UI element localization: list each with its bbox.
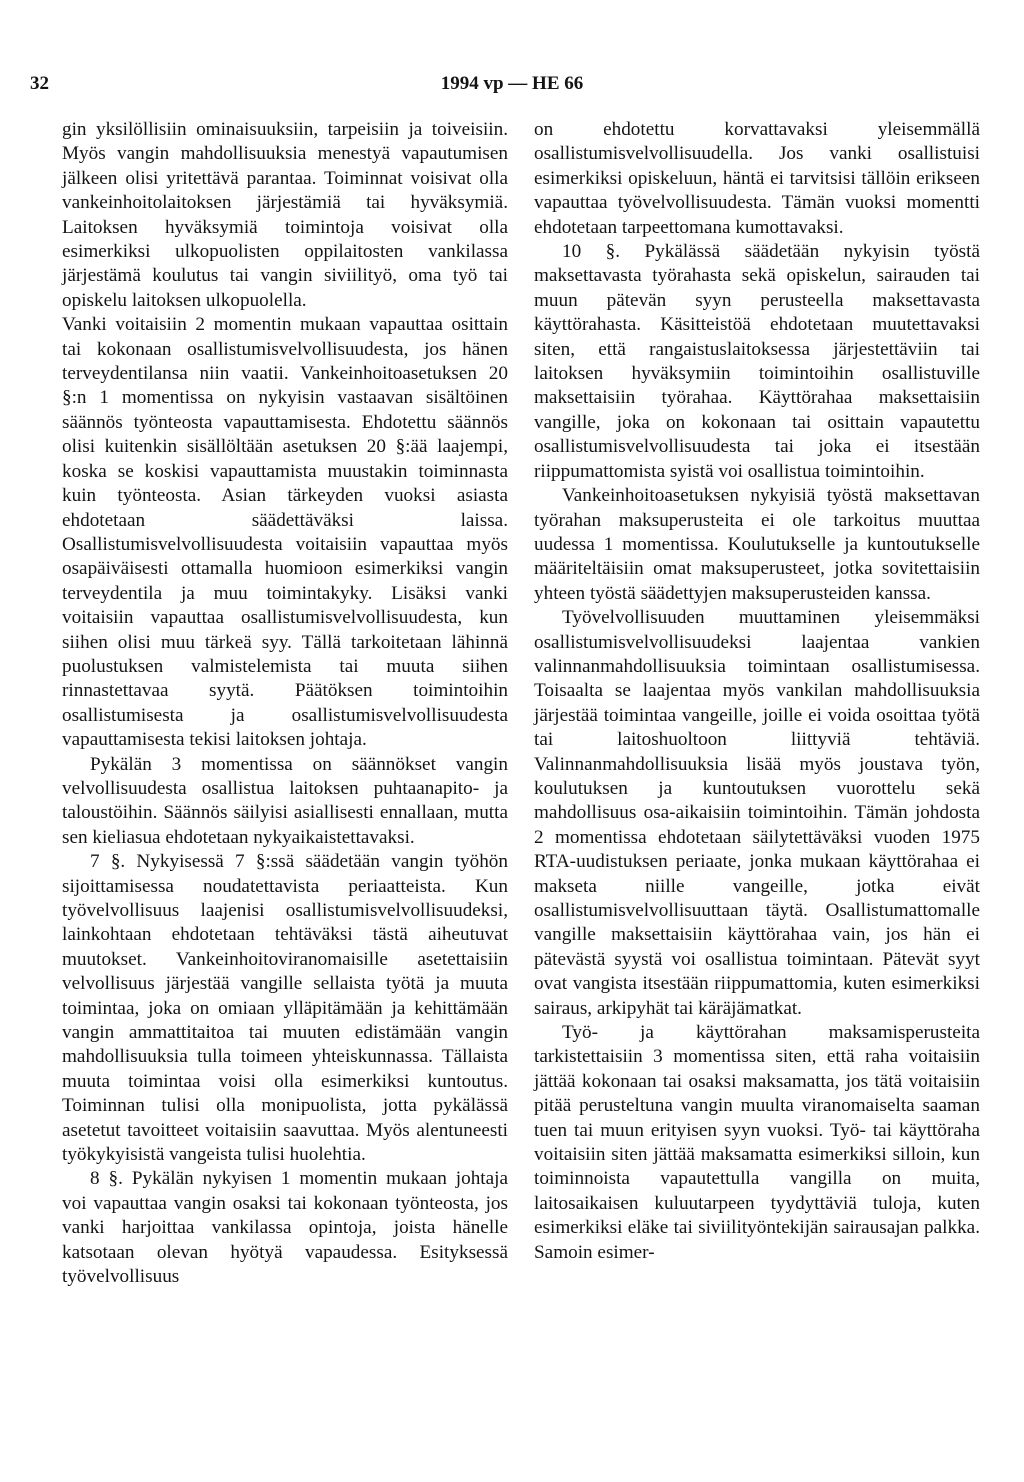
paragraph: Työ- ja käyttörahan maksamisperusteita tarkistettaisiin 3 momentissa siten, että raha voitaisiin jättää kokonaan tai osaksi maksamatta, jos tätä voitaisiin pitää perusteltuna vangin muulta viranomaiselta saaman tuen tai muun erityisen syyn vuoksi. Työ- tai käyttöraha voitaisiin siten jättää maksamatta esimerkiksi silloin, kun toiminnoista vapautettulla vangilla on muita, laitosaikaisen kuluutarpeen tyydyttäviä tuloja, kuten esimerkiksi eläke tai siviilityöntekijän sairausajan palkka. Samoin esimer- (534, 1022, 980, 1263)
paragraph: Vanki voitaisiin 2 momentin mukaan vapauttaa osittain tai kokonaan osallistumisvelvollisuudesta, jos hänen terveydentilansa niin vaatii. Vankeinhoitoasetuksen 20 §:n 1 momentissa on nykyisin vastaavan sisältöinen säännös työnteosta vapauttamisesta. Ehdotettu säännös olisi kuitenkin sisällöltään asetuksen 20 §:ää laajempi, koska se koskisi vapauttamista muustakin toiminnasta kuin työnteosta. Asian tärkeyden vuoksi asiasta ehdotetaan säädettäväksi laissa. Osallistumisvelvollisuudesta voitaisiin vapauttaa myös osapäiväisesti ottamalla huomioon esimerkiksi vangin terveydentila ja muu toimintakyky. Lisäksi vanki voitaisiin vapauttaa osallistumisvelvollisuudesta, kun siihen olisi muu tärkeä syy. Tällä tarkoitetaan lähinnä puolustuksen valmistelemista tai muuta siihen rinnastettavaa syytä. Päätöksen toimintoihin osallistumisesta ja osallistumisvelvollisuudesta vapauttamisesta tekisi laitoksen johtaja. (62, 314, 508, 751)
paragraph: gin yksilöllisiin ominaisuuksiin, tarpeisiin ja toiveisiin. Myös vangin mahdollisuuksia menestyä vapautumisen jälkeen olisi yritettävä parantaa. Toiminnat voisivat olla vankeinhoitolaitoksen järjestämiä tai hyväksymiä. Laitoksen hyväksymiä toimintoja voisivat olla esimerkiksi ulkopuolisten oppilaitosten vankilassa järjestämä koulutus tai vangin siviilityö, oma työ tai opiskelu laitoksen ulkopuolella. (62, 119, 508, 311)
paragraph: 10 §. Pykälässä säädetään nykyisin työstä maksettavasta työrahasta sekä opiskelun, sairauden tai muun pätevän syyn perusteella maksettavasta käyttörahasta. Käsitteistöä ehdotetaan muutettavaksi siten, että rangaistuslaitoksessa järjestettäviin tai laitoksen hyväksymiin toimintoihin osallistuville maksettaisiin työrahaa. Käyttörahaa maksettaisiin vangille, joka on kokonaan tai osittain vapautettu osallistumisvelvollisuudesta tai joka ei itsestään riippumattomista syistä voi osallistua toimintoihin. (534, 241, 980, 482)
running-title: 1994 vp — HE 66 (440, 73, 584, 94)
paragraph: 8 §. Pykälän nykyisen 1 momentin mukaan johtaja voi vapauttaa vangin osaksi tai kokonaan työnteosta, jos vanki harjoittaa vankilassa opintoja, joista hänelle katsotaan olevan hyötyä vapaudessa. Esityksessä työvelvollisuus (62, 1168, 508, 1288)
paragraph: on ehdotettu korvattavaksi yleisemmällä osallistumisvelvollisuudella. Jos vanki osallistuisi esimerkiksi opiskeluun, häntä ei tarvitsisi tällöin erikseen vapauttaa työvelvollisuudesta. Tämän vuoksi momentti ehdotetaan tarpeettomana kumottavaksi. (534, 119, 980, 238)
right-column (534, 118, 980, 1265)
paragraph: 7 §. Nykyisessä 7 §:ssä säädetään vangin työhön sijoittamisessa noudatettavista periaatteista. Kun työvelvollisuus laajenisi osallistumisvelvollisuudeksi, lainkohtaan ehdotetaan tehtäväksi tästä aiheutuvat muutokset. Vankeinhoitoviranomaisille asetettaisiin velvollisuus järjestää vangille sellaista työtä ja muuta toimintaa, joka on omiaan ylläpitämään ja kehittämään vangin ammattitaitoa tai muuten edistämään vangin mahdollisuuksia tulla toimeen yhteiskunnassa. Tällaista muuta toimintaa voisi olla esimerkiksi kuntoutus. Toiminnan tulisi olla monipuolista, jotta pykälässä asetetut tavoitteet voitaisiin saavuttaa. Myös alentuneesti työkykyisistä vangeista tulisi huolehtia. (62, 851, 508, 1166)
left-column (62, 118, 508, 1290)
page-number: 32 (30, 73, 49, 94)
paragraph: Vankeinhoitoasetuksen nykyisiä työstä maksettavan työrahan maksuperusteita ei ole tarkoitus muuttaa uudessa 1 momentissa. Koulutukselle ja kuntoutukselle määriteltäisiin omat maksuperusteet, jotka sovitettaisiin yhteen työstä säädettyjen maksuperusteiden kanssa. (534, 485, 980, 604)
page-header (30, 73, 994, 99)
paragraph: Työvelvollisuuden muuttaminen yleisemmäksi osallistumisvelvollisuudeksi laajentaa vankien valinnanmahdollisuuksia toimintaan osallistumisessa. Toisaalta se laajentaa myös vankilan mahdollisuuksia järjestää toimintaa vangeille, joille ei voida osoittaa työtä tai laitoshuoltoon liittyviä tehtäviä. Valinnanmahdollisuuksia lisää myös joustava työn, koulutuksen ja kuntoutuksen vuorottelu sekä mahdollisuus osa-aikaisiin toimintoihin. Tämän johdosta 2 momentissa ehdotetaan säilytettäväksi vuoden 1975 RTA-uudistuksen periaate, jonka mukaan käyttörahaa ei makseta niille vangeille, jotka eivät osallistumisvelvollisuuttaan täytä. Osallistumattomalle vangille maksettaisiin käyttörahaa vain, jos hän ei pätevästä syystä voi osallistua toimintaan. Pätevät syyt ovat vangista itsestään riippumattomia, kuten esimerkiksi sairaus, arkipyhät tai käräjämatkat. (534, 607, 980, 1019)
paragraph: Pykälän 3 momentissa on säännökset vangin velvollisuudesta osallistua laitoksen puhtaanapito- ja taloustöihin. Säännös säilyisi asiallisesti ennallaan, mutta sen kieliasua ehdotetaan nykyaikaistettavaksi. (62, 753, 508, 848)
